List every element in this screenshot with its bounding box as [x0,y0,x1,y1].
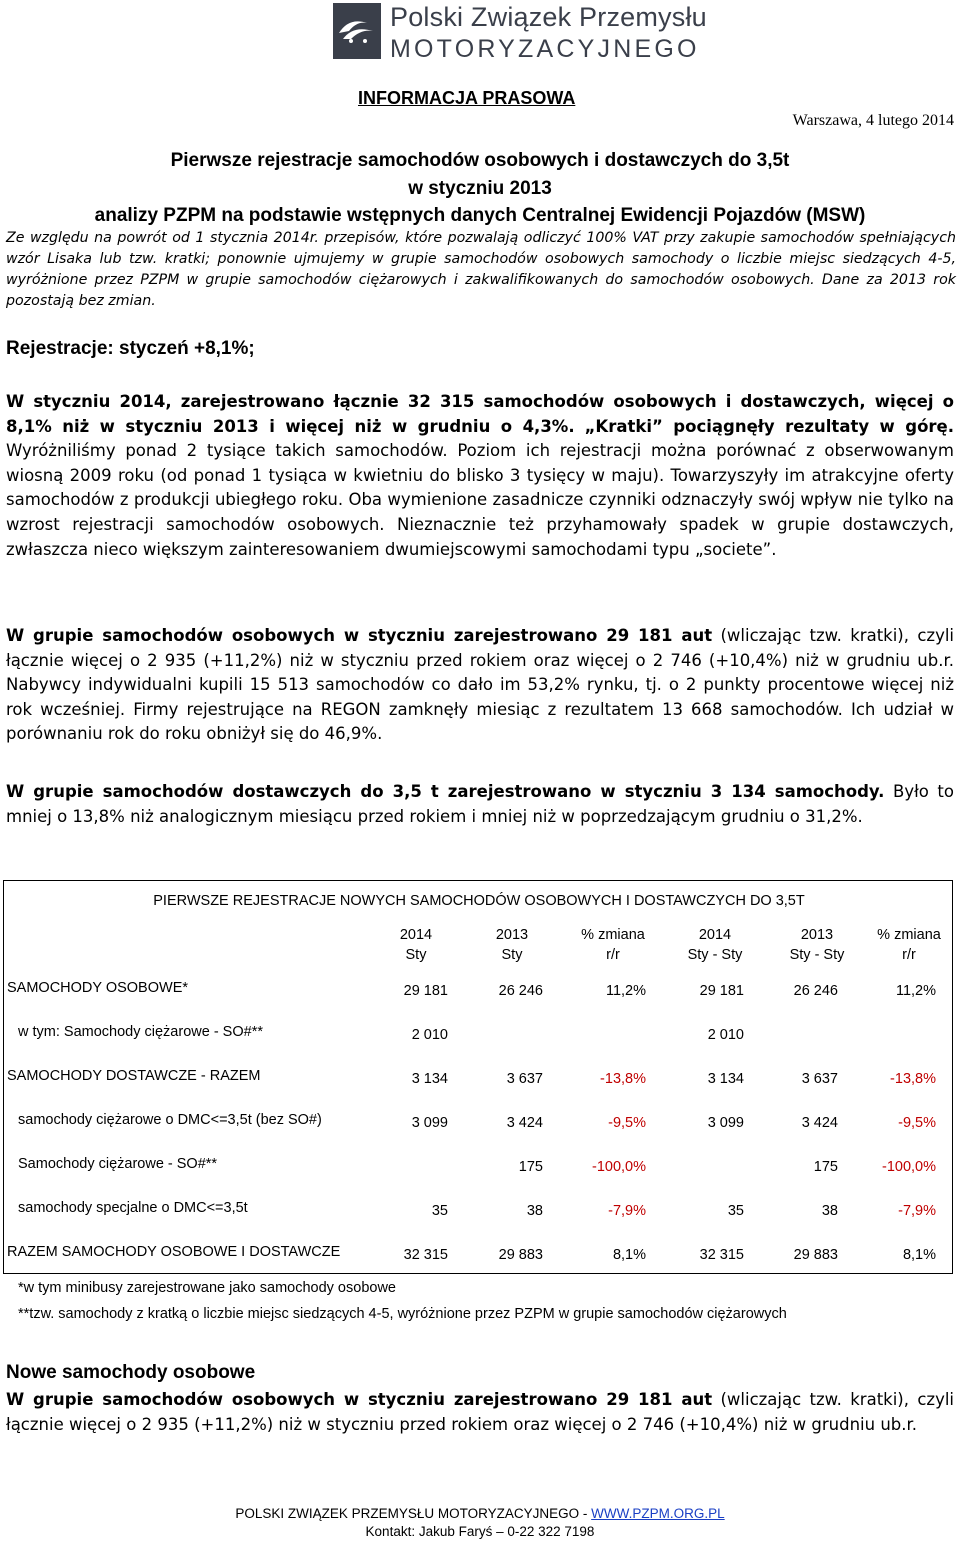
table-row-label: RAZEM SAMOCHODY OSOBOWE I DOSTAWCZE [7,1244,341,1260]
col-header: % zmiana r/r [877,927,941,963]
col-header: 2014 Sty [399,927,433,963]
col-header: 2014 Sty - Sty [687,927,743,963]
footnote-1: *w tym minibusy zarejestrowane jako samochody osobowe [18,1280,396,1296]
table-cell: 3 424 [506,1115,543,1131]
summary-text: Wyróżniliśmy ponad 2 tysiące takich samochodów. Poziom ich rejestracji można porównać z obserwowanym wiosną 2009 roku (od ponad 1 tysiąca w kwietniu do blisko 3 tysięcy w maju). Towarzyszyły im atrakcyjne oferty samochodów z produkcji ubiegłego roku. Oba wymienione zasadnicze czynniki odznaczyły swój wpływ nie tylko na wzrost rejestracji samochodów osobowych. Nieznacznie też przyhamowały spadek w grupie dostawczych, zwłaszcza nieco większym zainteresowaniem dwumiejscowymi samochodami typu „societe”. [6,441,954,559]
title-line3: analizy PZPM na podstawie wstępnych danych Centralnej Ewidencji Pojazdów (MSW) [94,205,866,226]
table-cell: -9,5% [608,1115,646,1131]
press-label: INFORMACJA PRASOWA [358,88,576,108]
table-row-label: Samochody ciężarowe - SO#** [18,1156,218,1172]
table-cell: 2 010 [411,1027,448,1043]
footer-link[interactable]: WWW.PZPM.ORG.PL [591,1506,725,1521]
table-cell: -13,8% [890,1071,936,1087]
table-cell: -100,0% [591,1159,646,1175]
table-cell: 38 [821,1203,838,1219]
table-cell: 8,1% [902,1247,936,1263]
table-cell: -13,8% [600,1071,646,1087]
table-cell: 35 [727,1203,744,1219]
summary-bold: W styczniu 2014, zarejestrowano łącznie 32 315 samochodów osobowych i dostawczych, więcej o 8,1% niż w styczniu 2013 i więcej niż w grudniu o 4,3%. [6,392,954,436]
table-row-label: SAMOCHODY DOSTAWCZE - RAZEM [7,1068,261,1084]
table-cell: 32 315 [699,1247,744,1263]
table-cell: 2 010 [707,1027,744,1043]
registrations-table [3,880,953,1274]
paragraph-section2 [6,1388,954,1437]
table-row-label: SAMOCHODY OSOBOWE* [7,980,189,996]
table-cell: 29 181 [403,983,448,999]
table-cell: 3 099 [411,1115,448,1131]
table-cell: 26 246 [498,983,543,999]
passenger-text: (wliczając tzw. kratki), czyli łącznie więcej o 2 935 (+11,2%) niż w styczniu przed rokiem oraz więcej o 2 746 (+10,4%) niż w grudniu ub.r. Nabywcy indywidualni kupili 15 513 samochodów co dało im 53,2% rynku, tj. o 2 punkty procentowe więcej niż rok wcześniej. Firmy rejestrujące na REGON zamknęły miesiąc z rezultatem 13 668 samochodów. Ich udział w porównaniu rok do roku obniżył się do 46,9%. [6,626,954,744]
section2-heading: Nowe samochody osobowe [6,1362,256,1383]
table-cell: 3 424 [801,1115,838,1131]
footer-org-text: POLSKI ZWIĄZEK PRZEMYSŁU MOTORYZACYJNEGO - [235,1506,592,1521]
section-heading: Rejestracje: styczeń +8,1%; [6,338,255,359]
title-line2: w styczniu 2013 [408,178,552,199]
section2-bold: W grupie samochodów osobowych w styczniu zarejestrowano 29 181 aut [6,1390,713,1409]
org-name-line1: Polski Związek Przemysłu [390,2,707,32]
table-cell: 38 [526,1203,543,1219]
table-row-label: samochody specjalne o DMC<=3,5t [18,1200,248,1216]
passenger-bold: W grupie samochodów osobowych w styczniu zarejestrowano 29 181 aut [6,626,713,645]
release-date: Warszawa, 4 lutego 2014 [792,112,954,129]
paragraph-summary [6,390,954,562]
table-cell: -9,5% [898,1115,936,1131]
table-cell: 175 [518,1159,543,1175]
footer-contact: Kontakt: Jakub Faryś – 0-22 322 7198 [365,1524,595,1539]
table-cell: 35 [431,1203,448,1219]
table-cell: 29 883 [793,1247,838,1263]
delivery-bold: W grupie samochodów dostawczych do 3,5 t zarejestrowano w styczniu 3 134 samochody. [6,782,885,801]
table-cell: -100,0% [881,1159,936,1175]
table-cell: 175 [813,1159,838,1175]
summary-bold-kratki: „Kratki” pociągnęły rezultaty w górę. [584,416,954,436]
footnote-2: **tzw. samochody z kratką o liczbie miejsc siedzących 4-5, wyróżnione przez PZPM w grupie samochodów ciężarowych [18,1306,787,1322]
paragraph-delivery [6,780,954,829]
section2-text: (wliczając tzw. kratki), czyli łącznie więcej o 2 935 (+11,2%) niż w styczniu przed rokiem oraz więcej o 2 746 (+10,4%) niż w grudniu ub.r. [6,1390,954,1434]
vat-note: Ze względu na powrót od 1 stycznia 2014r. przepisów, które pozwalają odliczyć 100% VAT przy zakupie samochodów spełniających wzór Lisaka lub tzw. kratki; ponownie ujmujemy w grupie samochodów osobowych samochody o liczbie miejsc siedzących 4-5, wyróżnione przez PZPM w grupie samochodów ciężarowych i zakwalifikowanych do samochodów osobowych. Dane za 2013 rok pozostają bez zmian. [6,230,956,309]
title-line1: Pierwsze rejestracje samochodów osobowych i dostawczych do 3,5t [170,150,790,171]
table-cell: 3 099 [707,1115,744,1131]
table-cell: -7,9% [608,1203,646,1219]
table-cell: 11,2% [605,983,646,999]
col-header: 2013 Sty - Sty [789,927,845,963]
table-row-label: samochody ciężarowe o DMC<=3,5t (bez SO#) [18,1112,322,1128]
table-title: PIERWSZE REJESTRACJE NOWYCH SAMOCHODÓW OSOBOWYCH I DOSTAWCZYCH DO 3,5T [153,893,805,909]
table-cell: -7,9% [898,1203,936,1219]
table-cell: 3 134 [411,1071,448,1087]
pzpm-logo-icon [333,3,381,59]
delivery-text: Było to mniej o 13,8% niż analogicznym miesiącu przed rokiem i mniej niż w poprzedzającym grudniu o 31,2%. [6,782,954,826]
table-row-label: w tym: Samochody ciężarowe - SO#** [18,1024,263,1040]
org-name-line2: MOTORYZACYJNEGO [390,35,700,63]
table-cell: 3 134 [707,1071,744,1087]
col-header: % zmiana r/r [581,927,645,963]
table-cell: 11,2% [895,983,936,999]
table-cell: 3 637 [506,1071,543,1087]
table-cell: 26 246 [793,983,838,999]
table-cell: 29 883 [498,1247,543,1263]
col-header: 2013 Sty [495,927,529,963]
table-cell: 32 315 [403,1247,448,1263]
table-cell: 3 637 [801,1071,838,1087]
paragraph-passenger [6,624,954,747]
table-cell: 29 181 [699,983,744,999]
footer-org [0,1506,960,1521]
table-cell: 8,1% [612,1247,646,1263]
